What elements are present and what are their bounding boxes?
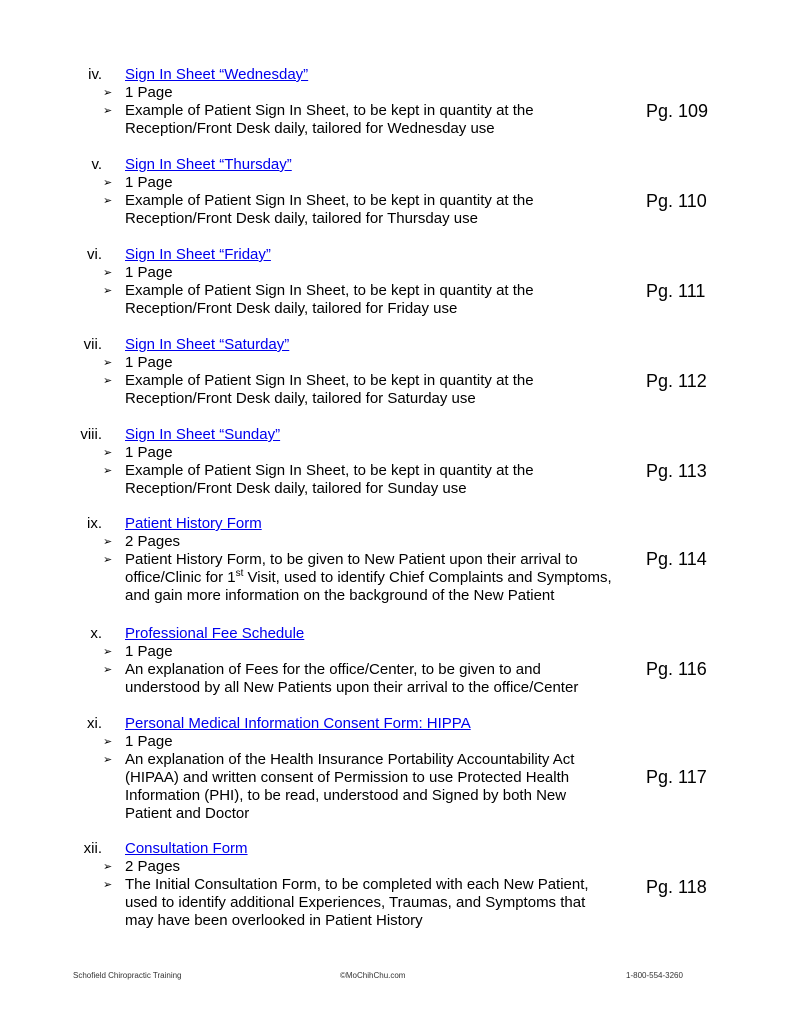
bullet-arrow-icon: ➢ xyxy=(103,736,113,748)
entry-page-count: 2 Pages xyxy=(125,858,181,875)
bullet-arrow-icon: ➢ xyxy=(103,87,113,99)
entry-description-line: Reception/Front Desk daily, tailored for Sunday use xyxy=(125,480,467,497)
entry-numeral: ix. xyxy=(87,515,102,532)
entry-description-line: Patient and Doctor xyxy=(125,805,250,822)
bullet-arrow-icon: ➢ xyxy=(103,447,113,459)
entry-page-reference: Pg. 117 xyxy=(646,767,707,787)
entry-title-link[interactable]: Professional Fee Schedule xyxy=(125,625,305,642)
bullet-arrow-icon: ➢ xyxy=(103,105,113,117)
entry-numeral: xii. xyxy=(83,840,102,857)
footer-center-text: ©MoChihChu.com xyxy=(340,971,406,980)
entry-numeral: v. xyxy=(91,156,102,173)
bullet-arrow-icon: ➢ xyxy=(103,375,113,387)
entry-description-line: understood by all New Patients upon their arrival to the office/Center xyxy=(125,679,579,696)
bullet-arrow-icon: ➢ xyxy=(103,646,113,658)
ordinal-superscript: st xyxy=(235,568,244,579)
entry-page-reference: Pg. 110 xyxy=(646,191,707,211)
entry-description-line: and gain more information on the background of the New Patient xyxy=(125,587,555,604)
entry-description-line: Example of Patient Sign In Sheet, to be kept in quantity at the xyxy=(125,192,534,209)
entry-description-line: Example of Patient Sign In Sheet, to be kept in quantity at the xyxy=(125,372,534,389)
entry-numeral: x. xyxy=(90,625,102,642)
entry-page-count: 1 Page xyxy=(125,444,173,461)
bullet-arrow-icon: ➢ xyxy=(103,879,113,891)
entry-page-count: 1 Page xyxy=(125,733,173,750)
entry-page-reference: Pg. 112 xyxy=(646,371,707,391)
entry-numeral: viii. xyxy=(80,426,102,443)
entry-page-reference: Pg. 111 xyxy=(646,281,706,301)
entry-numeral: vi. xyxy=(87,246,102,263)
bullet-arrow-icon: ➢ xyxy=(103,285,113,297)
entry-page-reference: Pg. 109 xyxy=(646,101,709,121)
entry-page-count: 1 Page xyxy=(125,84,173,101)
entry-title-link[interactable]: Sign In Sheet “Friday” xyxy=(125,246,271,263)
entry-page-reference: Pg. 118 xyxy=(646,877,707,897)
entry-description-line: Example of Patient Sign In Sheet, to be kept in quantity at the xyxy=(125,282,534,299)
entry-description-line: Reception/Front Desk daily, tailored for Wednesday use xyxy=(125,120,495,137)
bullet-arrow-icon: ➢ xyxy=(103,357,113,369)
bullet-arrow-icon: ➢ xyxy=(103,177,113,189)
entry-page-count: 2 Pages xyxy=(125,533,181,550)
entry-description-line: Patient History Form, to be given to New Patient upon their arrival to xyxy=(125,551,578,568)
entry-description-line: may have been overlooked in Patient History xyxy=(125,912,423,929)
description-text: office/Clinic for 1 xyxy=(125,569,236,586)
entry-description-line: Example of Patient Sign In Sheet, to be kept in quantity at the xyxy=(125,462,534,479)
entry-page-reference: Pg. 116 xyxy=(646,659,707,679)
entry-title-link[interactable]: Sign In Sheet “Thursday” xyxy=(125,156,292,173)
entry-description-line: used to identify additional Experiences, Traumas, and Symptoms that xyxy=(125,894,586,911)
description-text: Visit, used to identify Chief Complaints and Symptoms, xyxy=(243,569,612,586)
bullet-arrow-icon: ➢ xyxy=(103,195,113,207)
entry-page-count: 1 Page xyxy=(125,264,173,281)
footer-left-text: Schofield Chiropractic Training xyxy=(73,971,182,980)
entry-description-line: An explanation of the Health Insurance Portability Accountability Act xyxy=(125,751,575,768)
entry-title-link[interactable]: Patient History Form xyxy=(125,515,262,532)
entry-title-link[interactable]: Sign In Sheet “Wednesday” xyxy=(125,66,309,83)
entry-numeral: vii. xyxy=(83,336,102,353)
entry-description-line: Information (PHI), to be read, understood and Signed by both New xyxy=(125,787,567,804)
bullet-arrow-icon: ➢ xyxy=(103,465,113,477)
footer-phone-text: 1-800-554-3260 xyxy=(626,971,683,980)
entry-description-line: (HIPAA) and written consent of Permission to use Protected Health xyxy=(125,769,570,786)
entry-description-line: Reception/Front Desk daily, tailored for Saturday use xyxy=(125,390,476,407)
entry-page-count: 1 Page xyxy=(125,643,173,660)
entry-numeral: iv. xyxy=(88,66,102,83)
entry-title-link[interactable]: Consultation Form xyxy=(125,840,248,857)
entry-title-link[interactable]: Sign In Sheet “Sunday” xyxy=(125,426,281,443)
bullet-arrow-icon: ➢ xyxy=(103,267,113,279)
entry-page-count: 1 Page xyxy=(125,354,173,371)
entry-description-line: Example of Patient Sign In Sheet, to be kept in quantity at the xyxy=(125,102,534,119)
bullet-arrow-icon: ➢ xyxy=(103,536,113,548)
entry-description-line: Reception/Front Desk daily, tailored for Friday use xyxy=(125,300,458,317)
entry-page-count: 1 Page xyxy=(125,174,173,191)
entry-description-line xyxy=(125,569,612,587)
entry-title-link[interactable]: Personal Medical Information Consent Form: HIPPA xyxy=(125,715,471,732)
bullet-arrow-icon: ➢ xyxy=(103,754,113,766)
entry-description-line: An explanation of Fees for the office/Center, to be given to and xyxy=(125,661,541,678)
bullet-arrow-icon: ➢ xyxy=(103,554,113,566)
entry-numeral: xi. xyxy=(87,715,102,732)
entry-description-line: The Initial Consultation Form, to be completed with each New Patient, xyxy=(125,876,589,893)
entry-page-reference: Pg. 114 xyxy=(646,549,707,569)
bullet-arrow-icon: ➢ xyxy=(103,861,113,873)
entry-page-reference: Pg. 113 xyxy=(646,461,707,481)
bullet-arrow-icon: ➢ xyxy=(103,664,113,676)
entry-title-link[interactable]: Sign In Sheet “Saturday” xyxy=(125,336,290,353)
entry-description-line: Reception/Front Desk daily, tailored for Thursday use xyxy=(125,210,478,227)
